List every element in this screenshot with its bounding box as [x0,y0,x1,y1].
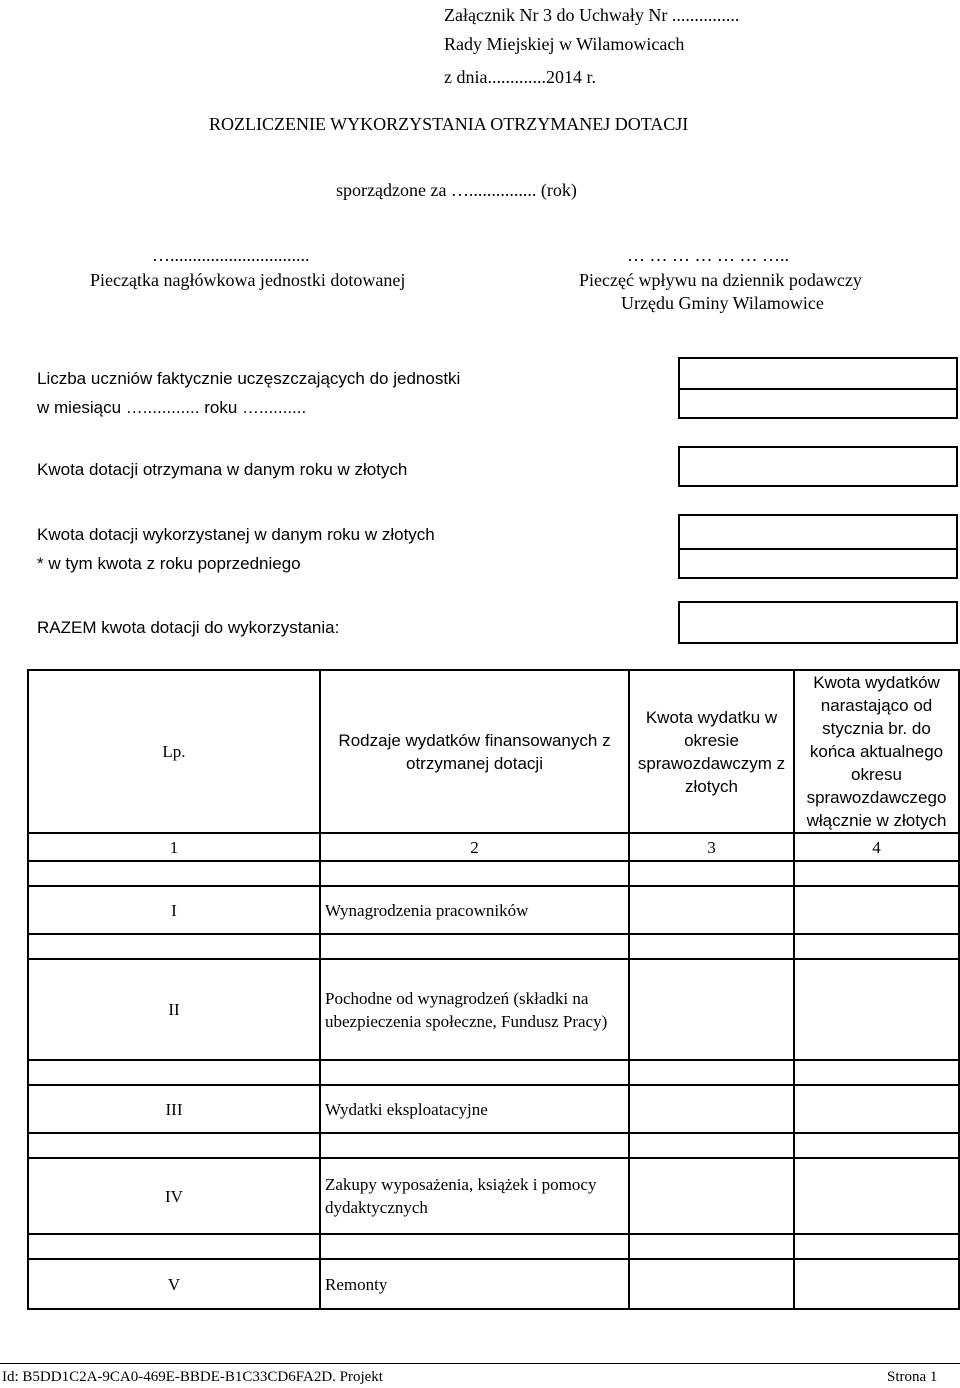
total-amount-field[interactable] [678,601,958,644]
received-amount-field[interactable] [678,446,958,487]
row-period-amount-cell[interactable] [629,1085,794,1133]
table-row [28,1085,959,1133]
previous-year-amount-field[interactable] [678,548,958,579]
row-period-amount-cell[interactable] [629,886,794,934]
spacer-row [28,861,959,886]
row-cumulative-amount-cell[interactable] [794,959,959,1060]
students-year-field[interactable] [678,388,958,419]
row-cumulative-amount-cell[interactable] [794,1158,959,1234]
column-number: 3 [629,833,794,861]
attachment-line: Załącznik Nr 3 do Uchwały Nr ............... [444,5,740,25]
page-number: Strona 1 [887,1369,938,1385]
row-period-amount-cell[interactable] [629,959,794,1060]
left-stamp-dots: …............................... [152,245,310,265]
row-lp: IV [28,1158,320,1234]
council-line: Rady Miejskiej w Wilamowicach [444,34,685,54]
table-row [28,959,959,1060]
row-lp: V [28,1259,320,1309]
table-row [28,1158,959,1234]
students-label-2: w miesiącu …............ roku ….......... [37,398,307,417]
row-cumulative-amount-cell[interactable] [794,1259,959,1309]
row-lp: III [28,1085,320,1133]
table-header-row [28,670,959,833]
used-label-2: * w tym kwota z roku poprzedniego [37,554,301,573]
row-expense-type: Pochodne od wynagrodzeń (składki na ubezpieczenia społeczne, Fundusz Pracy) [320,959,629,1060]
right-stamp-label-2: Urzędu Gminy Wilamowice [621,293,824,313]
row-expense-type: Wynagrodzenia pracowników [320,886,629,934]
table-row [28,886,959,934]
received-label: Kwota dotacji otrzymana w danym roku w złotych [37,460,408,479]
used-label-1: Kwota dotacji wykorzystanej w danym roku w złotych [37,525,435,544]
column-number-row [28,833,959,861]
row-lp: II [28,959,320,1060]
right-stamp-dots: … … … … … … ….. [627,245,789,265]
row-cumulative-amount-cell[interactable] [794,1085,959,1133]
footer-divider [0,1363,960,1364]
students-month-field[interactable] [678,357,958,390]
row-cumulative-amount-cell[interactable] [794,886,959,934]
spacer-row [28,1234,959,1259]
date-line: z dnia.............2014 r. [444,67,596,87]
column-number: 1 [28,833,320,861]
header-lp: Lp. [28,670,320,833]
row-period-amount-cell[interactable] [629,1259,794,1309]
used-amount-field[interactable] [678,514,958,550]
column-number: 2 [320,833,629,861]
row-expense-type: Wydatki eksploatacyjne [320,1085,629,1133]
row-expense-type: Zakupy wyposażenia, książek i pomocy dydaktycznych [320,1158,629,1234]
header-period-amount: Kwota wydatku w okresie sprawozdawczym z złotych [629,670,794,833]
document-title: ROZLICZENIE WYKORZYSTANIA OTRZYMANEJ DOTACJI [209,114,689,134]
spacer-row [28,1133,959,1158]
total-label: RAZEM kwota dotacji do wykorzystania: [37,618,340,637]
column-number: 4 [794,833,959,861]
students-label-1: Liczba uczniów faktycznie uczęszczających do jednostki [37,369,461,388]
header-cumulative-amount: Kwota wydatków narastająco od stycznia br. do końca aktualnego okresu sprawozdawczego włącznie w złotych [794,670,959,833]
spacer-row [28,1060,959,1085]
row-expense-type: Remonty [320,1259,629,1309]
expense-table [27,669,960,1310]
document-id: Id: B5DD1C2A-9CA0-469E-BBDE-B1C33CD6FA2D. Projekt [2,1369,383,1385]
right-stamp-label-1: Pieczęć wpływu na dziennik podawczy [579,270,862,290]
row-lp: I [28,886,320,934]
header-expense-type: Rodzaje wydatków finansowanych z otrzymanej dotacji [320,670,629,833]
table-row [28,1259,959,1309]
left-stamp-label: Pieczątka nagłówkowa jednostki dotowanej [90,270,406,290]
document-subtitle: sporządzone za …............... (rok) [336,180,577,200]
spacer-row [28,934,959,959]
row-period-amount-cell[interactable] [629,1158,794,1234]
